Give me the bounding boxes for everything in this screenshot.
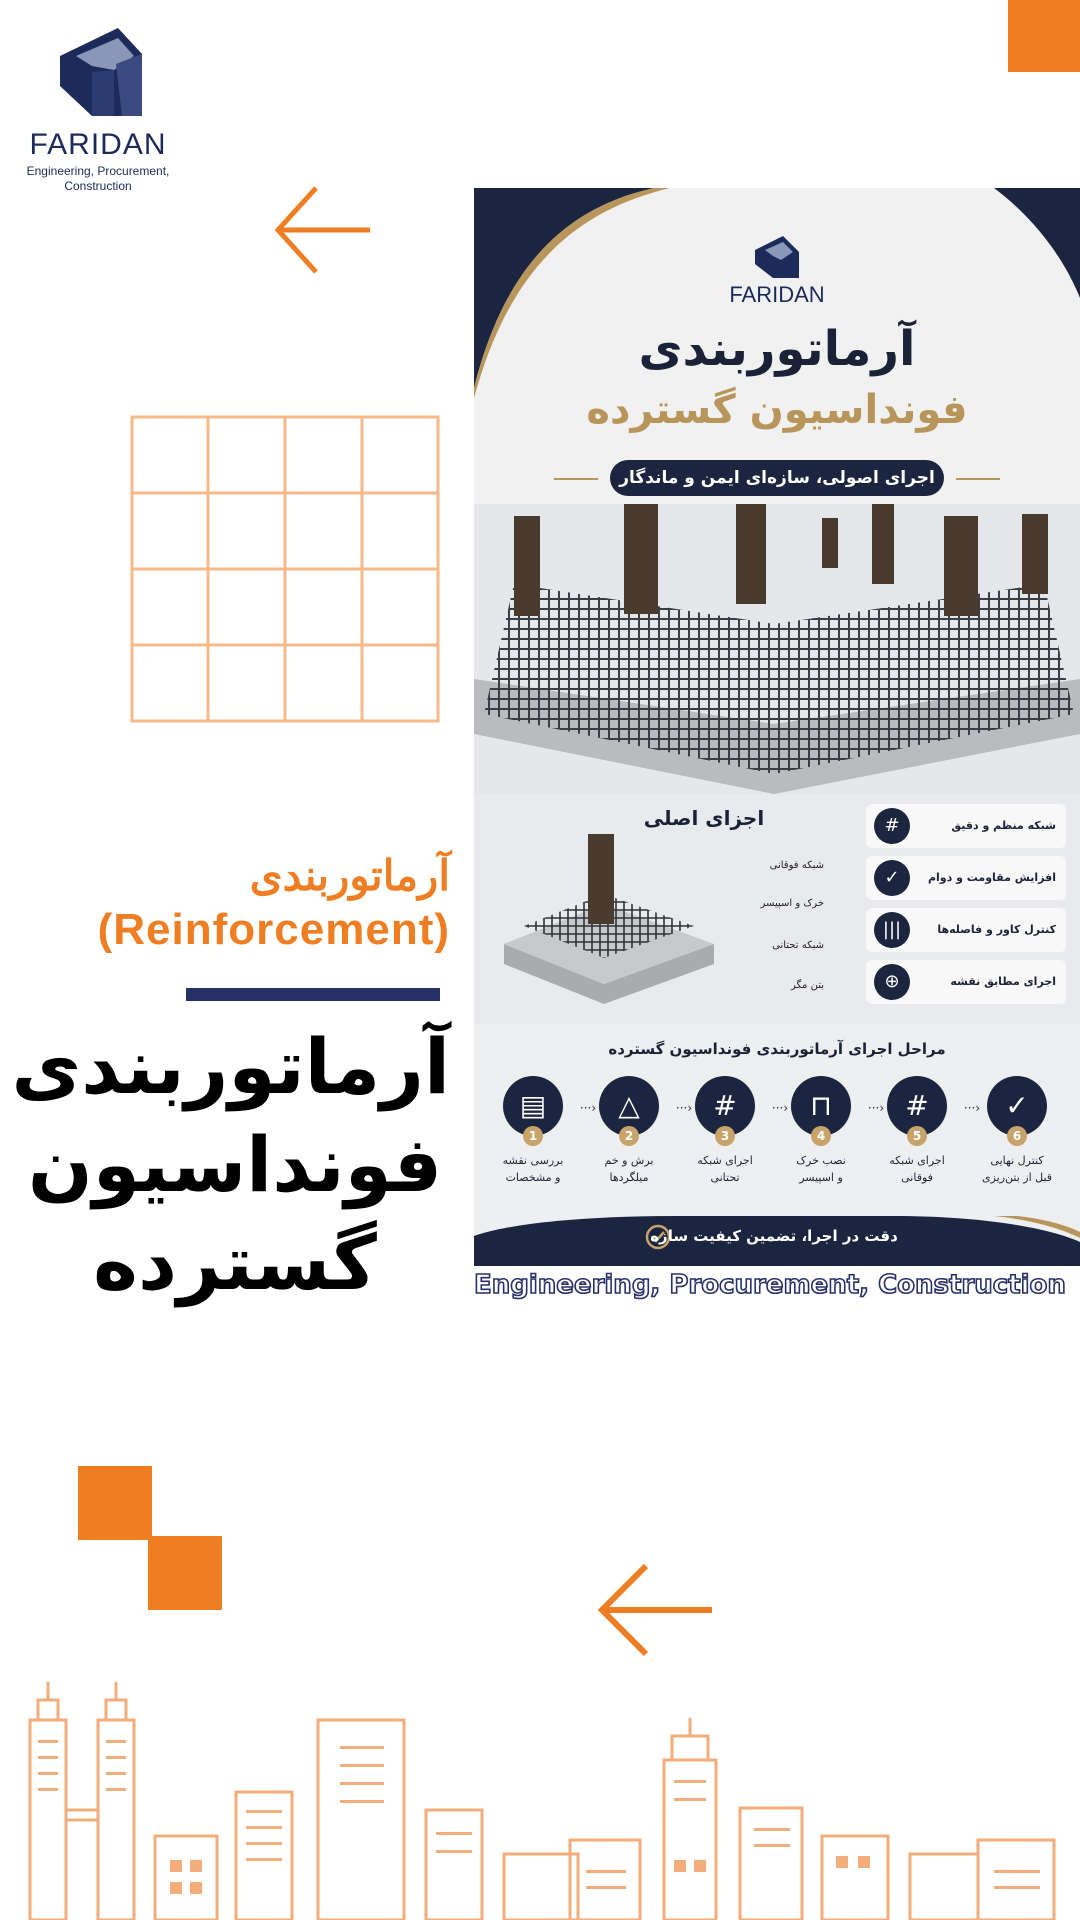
deco-square-top-right bbox=[1008, 0, 1080, 72]
brand-tagline-line2: Construction bbox=[64, 179, 132, 193]
top-mesh-icon: # bbox=[887, 1076, 947, 1136]
step-arrow-icon: ···› bbox=[771, 1101, 789, 1115]
poster-brand: FARIDAN bbox=[729, 282, 825, 307]
step-label: اجرای شبکه تحتانی bbox=[697, 1154, 753, 1184]
poster-title: آرماتوربندی bbox=[638, 321, 916, 377]
step-label: اجرای شبکه فوقانی bbox=[889, 1154, 945, 1184]
step-label: نصب خرک و اسپیسر bbox=[796, 1154, 846, 1184]
arrow-left-icon-bottom bbox=[594, 1560, 714, 1660]
part-label: شبکه تحتانی bbox=[772, 940, 824, 951]
step-number: 6 bbox=[1007, 1126, 1027, 1146]
brand-tagline-line1: Engineering, Procurement, bbox=[26, 164, 170, 178]
title-divider bbox=[186, 988, 440, 1001]
brand-tagline bbox=[18, 164, 178, 194]
shield-check-icon: ✓ bbox=[874, 860, 910, 896]
steps-heading: مراحل اجرای آرماتوربندی فونداسیون گسترده bbox=[608, 1040, 946, 1058]
step-number: 5 bbox=[907, 1126, 927, 1146]
step-item bbox=[584, 1076, 674, 1216]
step-arrow-icon: ···› bbox=[867, 1101, 885, 1115]
title-en: (Reinforcement) bbox=[97, 905, 450, 954]
parts-panel bbox=[474, 794, 1080, 1024]
poster bbox=[474, 188, 1080, 1266]
step-number: 4 bbox=[811, 1126, 831, 1146]
feature-card bbox=[866, 908, 1066, 952]
poster-tagline-pill: اجرای اصولی، سازه‌ای ایمن و ماندگار bbox=[610, 460, 944, 496]
deco-square-bottom-1 bbox=[78, 1466, 152, 1540]
faridan-building-logo-icon bbox=[18, 16, 178, 126]
step-number: 1 bbox=[523, 1126, 543, 1146]
feature-card bbox=[866, 856, 1066, 900]
step-label: برش و خم میلگردها bbox=[604, 1154, 654, 1184]
part-label: بتن مگر bbox=[791, 980, 824, 991]
feature-card bbox=[866, 960, 1066, 1004]
step-item bbox=[680, 1076, 770, 1216]
step-arrow-icon: ···› bbox=[963, 1101, 981, 1115]
brand-name: FARIDAN bbox=[29, 128, 167, 161]
step-number: 3 bbox=[715, 1126, 735, 1146]
poster-logo-icon bbox=[747, 234, 807, 280]
parts-heading: اجزای اصلی bbox=[643, 806, 765, 830]
poster-subtitle: فونداسیون گسترده bbox=[586, 387, 968, 433]
rebar-foundation-photo bbox=[474, 504, 1080, 794]
pill-line-right bbox=[956, 478, 1000, 480]
chair-spacer-icon: ⊓ bbox=[791, 1076, 851, 1136]
decorative-grid bbox=[130, 415, 440, 723]
feature-label: کنترل کاور و فاصله‌ها bbox=[937, 923, 1056, 936]
brand-logo bbox=[18, 16, 178, 196]
step-arrow-icon: ···› bbox=[579, 1101, 597, 1115]
step-item bbox=[872, 1076, 962, 1216]
city-skyline-illustration bbox=[0, 1660, 1080, 1920]
feature-label: اجرای مطابق نقشه bbox=[950, 975, 1056, 988]
part-label: شبکه فوقانی bbox=[769, 860, 824, 871]
feature-card bbox=[866, 804, 1066, 848]
section-title bbox=[0, 850, 450, 958]
grid-icon: # bbox=[874, 808, 910, 844]
step-item bbox=[488, 1076, 578, 1216]
step-item bbox=[776, 1076, 866, 1216]
step-label: بررسی نقشه و مشخصات bbox=[502, 1154, 564, 1184]
feature-label: شبکه منظم و دقیق bbox=[951, 819, 1056, 832]
title-fa-big: آرماتوربندی فونداسیون گسترده bbox=[11, 1022, 450, 1307]
deco-square-bottom-2 bbox=[148, 1536, 222, 1610]
title-fa-small: آرماتوربندی bbox=[249, 852, 450, 899]
target-icon: ⊕ bbox=[874, 964, 910, 1000]
part-label: خرک و اسپیسر bbox=[760, 898, 824, 909]
pill-line-left bbox=[554, 478, 598, 480]
feature-label: افزایش مقاومت و دوام bbox=[927, 871, 1056, 884]
shield-check-icon: ✓ bbox=[987, 1076, 1047, 1136]
step-item bbox=[972, 1076, 1062, 1216]
bottom-mesh-icon: # bbox=[695, 1076, 755, 1136]
step-label: کنترل نهایی قبل از بتن‌ریزی bbox=[981, 1154, 1053, 1184]
arrow-left-icon bbox=[270, 182, 374, 278]
blueprint-icon: ▤ bbox=[503, 1076, 563, 1136]
poster-caption: Engineering, Procurement, Construction bbox=[474, 1270, 1066, 1300]
step-number: 2 bbox=[619, 1126, 639, 1146]
foundation-diagram bbox=[484, 834, 724, 1004]
poster-footer-text: دقت در اجرا، تضمین کیفیت سازه bbox=[650, 1227, 898, 1245]
cutting-bending-icon: △ bbox=[599, 1076, 659, 1136]
bars-icon: ||| bbox=[874, 912, 910, 948]
step-arrow-icon: ···› bbox=[675, 1101, 693, 1115]
